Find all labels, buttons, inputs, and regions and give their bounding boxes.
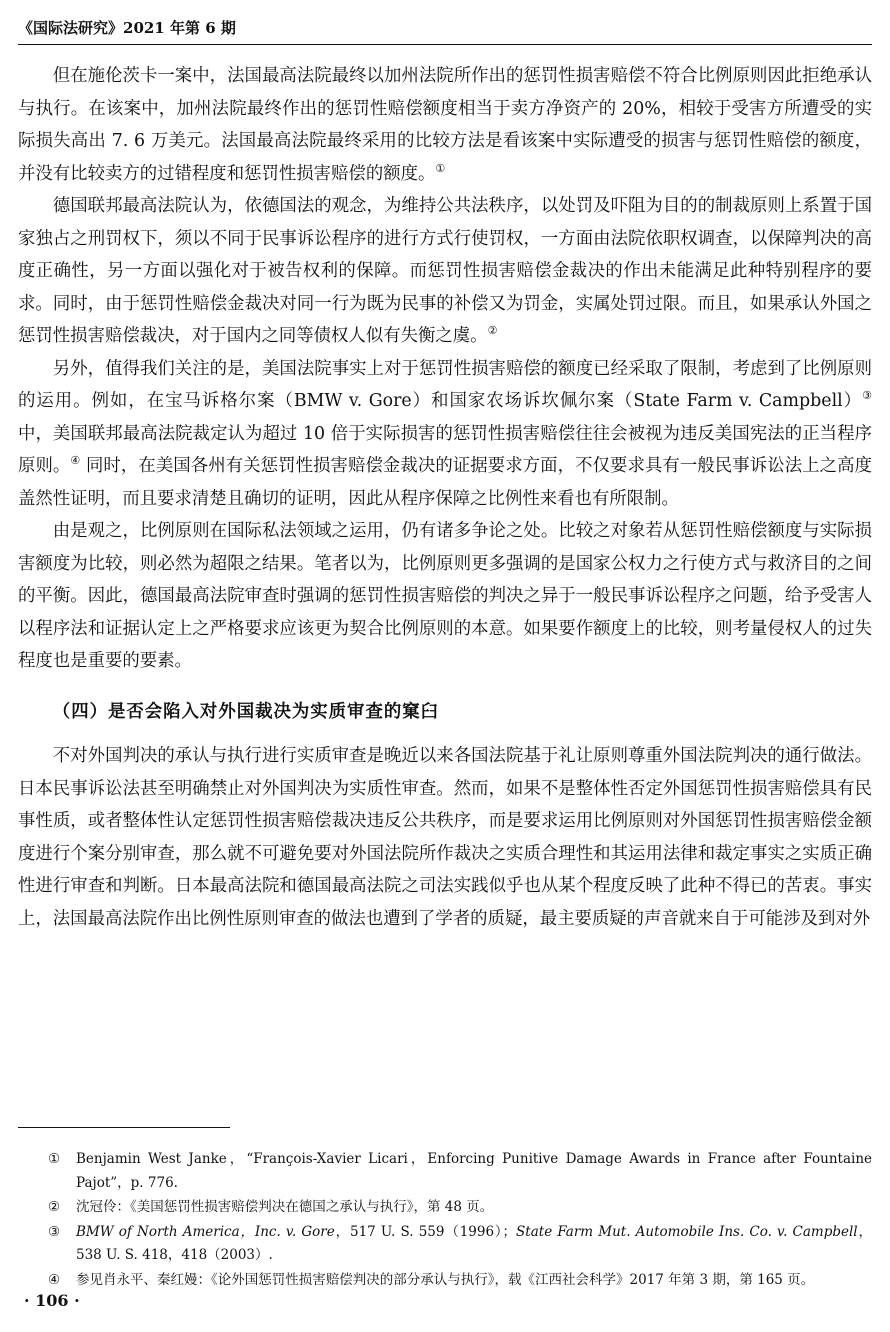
paragraph: 但在施伦茨卡一案中，法国最高法院最终以加州法院所作出的惩罚性损害赔偿不符合比例原则因此拒绝承认与执行。在该案中，加州法院最终作出的惩罚性赔偿额度相当于卖方净资产的 20%，相较于受害方所遭受的实际损失高出 7. 6 万美元。法国最高法院最终采用的比较方法是看该案中实际遭受的损害与惩罚性赔偿的额度，并没有比较卖方的过错程度和惩罚性损害赔偿的额度。①: [18, 66, 872, 184]
footnote-ref[interactable]: ④: [70, 454, 81, 468]
paragraph: 德国联邦最高法院认为，依德国法的观念，为维持公共法秩序，以处罚及吓阻为目的的制裁原则上系置于国家独占之刑罚权下，须以不同于民事诉讼程序的进行方式行使罚权，一方面由法院依职权调查，以保障判决的高度正确性，另一方面以强化对于被告权利的保障。而惩罚性损害赔偿金裁决的作出未能满足此种特别程序的要求。同时，由于惩罚性赔偿金裁决对同一行为既为民事的补偿又为罚金，实属处罚过限。而且，如果承认外国之惩罚性损害赔偿裁决，对于国内之同等债权人似有失衡之虞。②: [18, 196, 872, 346]
footnote-item: [18, 1221, 872, 1268]
paragraph: 不对外国判决的承认与执行进行实质审查是晚近以来各国法院基于礼让原则尊重外国法院判决的通行做法。日本民事诉讼法甚至明确禁止对外国判决为实质性审查。然而，如果不是整体性否定外国惩罚性损害赔偿具有民事性质，或者整体性认定惩罚性损害赔偿裁决违反公共秩序，而是要求运用比例原则对外国惩罚性损害赔偿金额度进行个案分别审查，那么就不可避免要对外国法院所作裁决之实质合理性和其运用法律和裁定事实之实质正确性进行审查和判断。日本最高法院和德国最高法院之司法实践似乎也从某个程度反映了此种不得已的苦衷。事实上，法国最高法院作出比例性原则审查的做法也遭到了学者的质疑，最主要质疑的声音就来自于可能涉及到对外: [18, 746, 872, 929]
footnote-text: Benjamin West Janke，“François-Xavier Licari，Enforcing Punitive Damage Awards in France after Fountaine Pajot”，p. 776.: [76, 1151, 872, 1191]
paragraph: 另外，值得我们关注的是，美国法院事实上对于惩罚性损害赔偿的额度已经采取了限制，考虑到了比例原则的运用。例如，在宝马诉格尔案（BMW v. Gore）和国家农场诉坎佩尔案（State Farm v. Campbell）③ 中，美国联邦最高法院裁定认为超过 10 倍于实际损害的惩罚性损害赔偿往往会被视为违反美国宪法的正当程序原则。④ 同时，在美国各州有关惩罚性损害赔偿金裁决的证据要求方面，不仅要求具有一般民事诉讼法上之高度盖然性证明，而且要求清楚且确切的证明，因此从程序保障之比例性来看也有所限制。: [18, 358, 872, 509]
footnote-text: BMW of North America，Inc. v. Gore，517 U. S. 559（1996）；State Farm Mut. Automobile Ins. Co. v. Campbell，538 U. S. 418，418（2003）.: [76, 1223, 872, 1263]
footnote-rule: [18, 1127, 230, 1128]
page-number: · 106 ·: [24, 1291, 80, 1310]
paragraph: 由是观之，比例原则在国际私法领域之运用，仍有诸多争论之处。比较之对象若从惩罚性赔偿额度与实际损害额度为比较，则必然为超限之结果。笔者以为，比例原则更多强调的是国家公权力之行使方式与救济目的之间的平衡。因此，德国最高法院审查时强调的惩罚性损害赔偿的判决之异于一般民事诉讼程序之问题，给予受害人以程序法和证据认定上之严格要求应该更为契合比例原则的本意。如果要作额度上的比较，则考量侵权人的过失程度也是重要的要素。: [18, 521, 872, 671]
footnote-number: ④: [48, 1271, 61, 1288]
footnote-number: ③: [48, 1223, 61, 1240]
footnote-item: [18, 1196, 872, 1220]
footnote-ref[interactable]: ②: [487, 324, 498, 338]
running-header: 《国际法研究》2021 年第 6 期: [18, 19, 236, 37]
footnote-ref[interactable]: ③: [862, 389, 872, 403]
footnote-number: ②: [48, 1199, 61, 1215]
footnote-text: 沈冠伶：《美国惩罚性损害赔偿判决在德国之承认与执行》，第 48 页。: [76, 1199, 494, 1215]
footnote-ref[interactable]: ①: [435, 161, 446, 175]
section-heading: （四）是否会陷入对外国裁决为实质审查的窠臼: [52, 701, 440, 722]
footnote-item: [18, 1148, 872, 1195]
main-text: [18, 60, 872, 935]
header-rule: [18, 44, 872, 45]
footnote-text: 参见肖永平、秦红嫚：《论外国惩罚性损害赔偿判决的部分承认与执行》，载《江西社会科学》2017 年第 3 期，第 165 页。: [76, 1271, 815, 1288]
footnote-number: ①: [48, 1151, 61, 1167]
footnote-item: [18, 1269, 872, 1293]
footnotes: [18, 1148, 872, 1293]
